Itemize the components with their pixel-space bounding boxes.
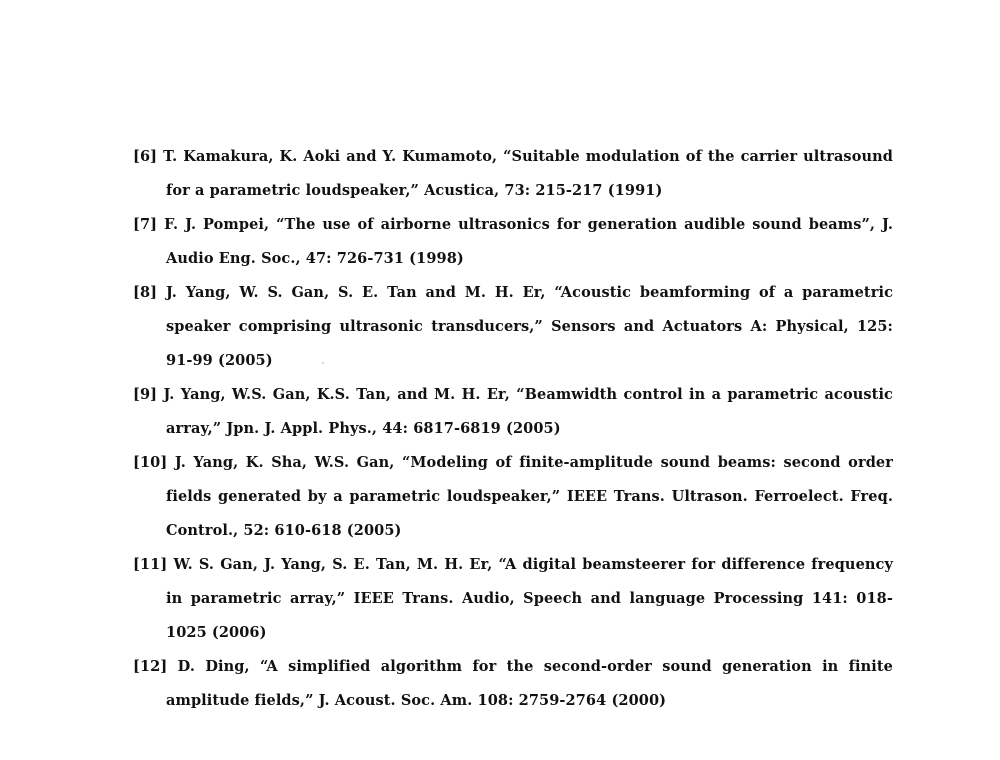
reference-item-9 — [133, 378, 893, 446]
reference-text: J. Yang, K. Sha, W.S. Gan, “Modeling of finite-amplitude sound beams: second order fields generated by a parametric loudspeaker,” IEEE Trans. Ultrason. Ferroelect. Freq. Control., 52: 610-618 (2005) — [166, 454, 893, 539]
reference-text: J. Yang, W. S. Gan, S. E. Tan and M. H. Er, “Acoustic beamforming of a parametric speaker comprising ultrasonic transducers,” Sensors and Actuators A: Physical, 125: 91-99 (2005) — [165, 284, 893, 369]
reference-text: J. Yang, W.S. Gan, K.S. Tan, and M. H. Er, “Beamwidth control in a parametric acoustic array,” Jpn. J. Appl. Phys., 44: 6817-6819 (2005) — [163, 386, 893, 437]
reference-label: [11] — [133, 556, 168, 573]
reference-label: [8] — [133, 284, 158, 301]
reference-text: F. J. Pompei, “The use of airborne ultrasonics for generation audible sound beams”, J. Audio Eng. Soc., 47: 726-731 (1998) — [164, 216, 893, 267]
reference-label: [7] — [133, 216, 158, 233]
reference-item-6 — [133, 140, 893, 208]
reference-text: D. Ding, “A simplified algorithm for the second-order sound generation in finite amplitude fields,” J. Acoust. Soc. Am. 108: 2759-2764 (2000) — [166, 658, 893, 709]
reference-label: [12] — [133, 658, 168, 675]
reference-text: T. Kamakura, K. Aoki and Y. Kumamoto, “Suitable modulation of the carrier ultrasound for a parametric loudspeaker,” Acustica, 73: 215-217 (1991) — [163, 148, 893, 199]
scan-speck — [322, 362, 324, 364]
reference-item-11 — [133, 548, 893, 650]
reference-list — [133, 140, 893, 718]
reference-item-7 — [133, 208, 893, 276]
reference-label: [6] — [133, 148, 158, 165]
reference-text: W. S. Gan, J. Yang, S. E. Tan, M. H. Er, “A digital beamsteerer for difference frequency in parametric array,” IEEE Trans. Audio, Speech and language Processing 141: 018-1025 (2006) — [166, 556, 893, 641]
reference-label: [9] — [133, 386, 158, 403]
reference-label: [10] — [133, 454, 168, 471]
reference-item-12 — [133, 650, 893, 718]
reference-item-10 — [133, 446, 893, 548]
reference-item-8 — [133, 276, 893, 378]
